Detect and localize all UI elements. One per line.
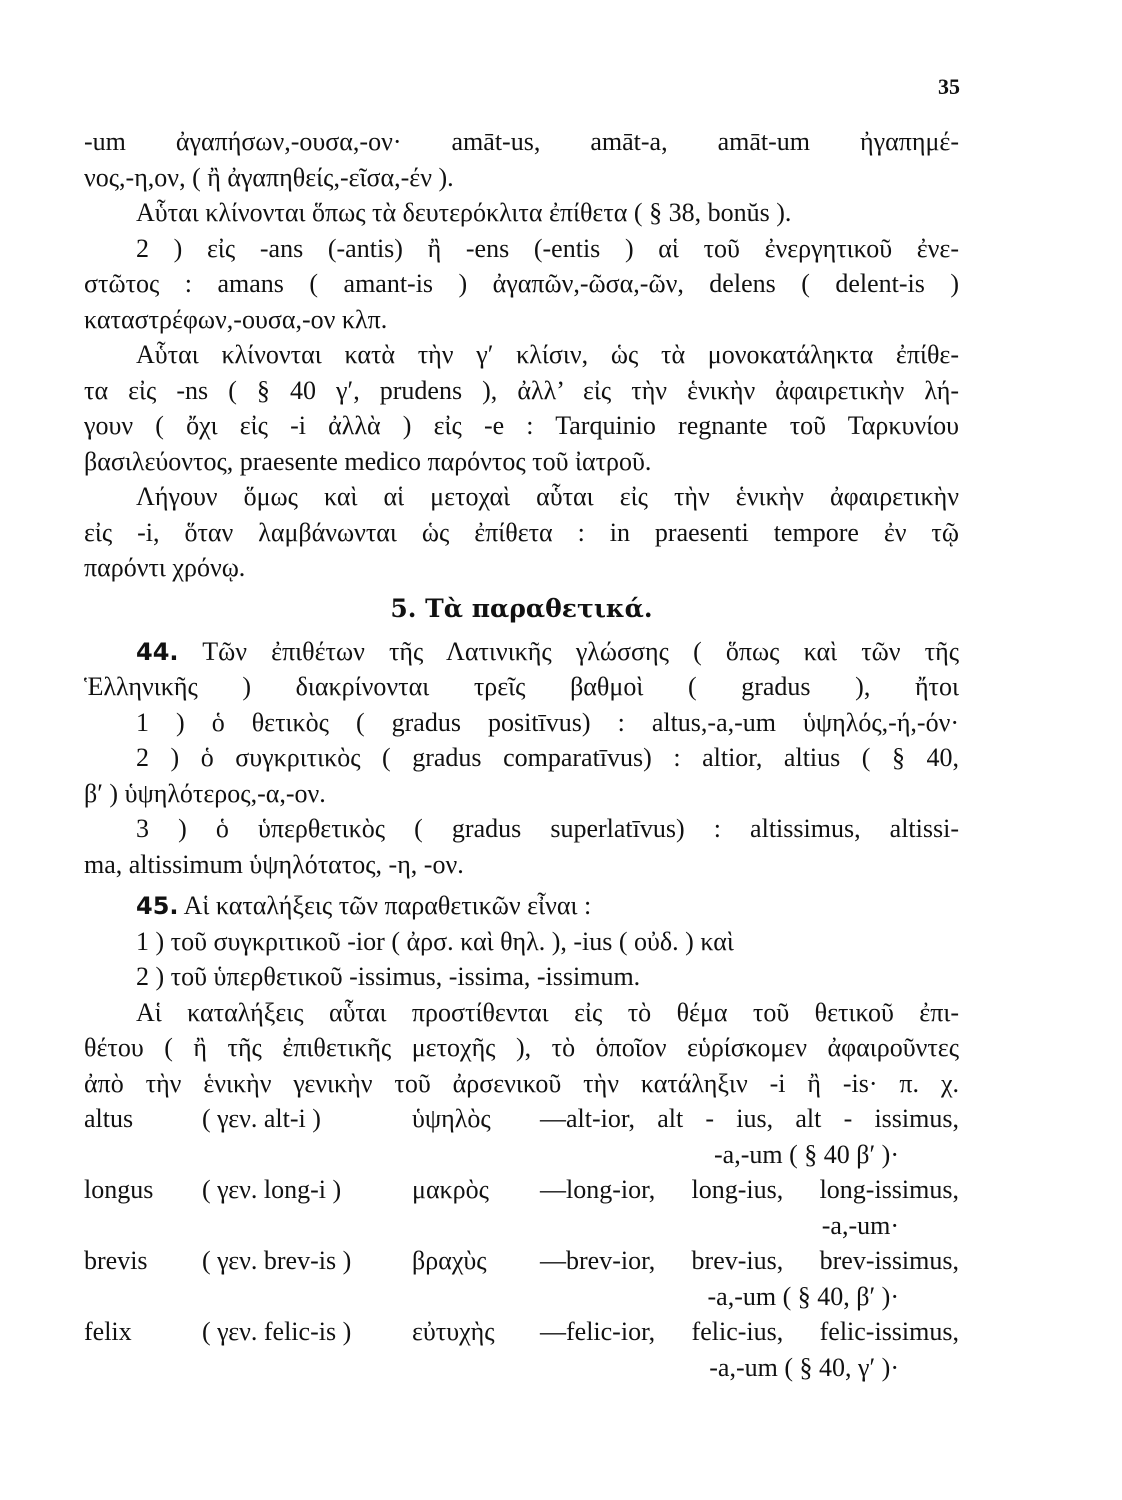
example-greek: ὑψηλὸς [412,1104,491,1133]
text-line: εἰς -i, ὅταν λαμβάνωνται ὡς ἐπίθετα : in praesenti tempore ἐν τῷ [84,517,959,547]
text-line: ma, altissimum ὑψηλότατος, -η, -ον. [84,849,464,879]
text-line: 3 ) ὁ ὑπερθετικὸς ( gradus superlatīvus) : altissimus, altissi- [136,814,959,843]
paragraph-text: Αἱ καταλήξεις τῶν παραθετικῶν εἶναι : [183,891,592,920]
example-word: felix [84,1317,132,1346]
text-line: -um ἀγαπήσων,-ουσα,-ον· amāt-us, amāt-a, amāt-um ἠγαπημέ- [84,127,959,156]
text-line: 2 ) τοῦ ὑπερθετικοῦ -issimus, -issima, -issimum. [136,962,641,991]
example-gen: ( γεν. long-i ) [202,1175,342,1204]
example-row [84,1101,959,1137]
degree-list [84,705,959,883]
text-line: θέτου ( ἢ τῆς ἐπιθετικῆς μετοχῆς ), τὸ ὁποῖον εὑρίσκομεν ἀφαιροῦντες [84,1033,959,1062]
example-continuation: -a,-um ( § 40, β′ )· [707,1281,899,1311]
text-line: ἀπὸ τὴν ἑνικὴν γενικὴν τοῦ ἀρσενικοῦ τὴν κατάληξιν -i ἢ -is· π. χ. [84,1068,959,1098]
text-line: καταστρέφων,-ουσα,-ον κλπ. [84,304,388,334]
example-gen: ( γεν. alt-i ) [202,1104,321,1133]
paragraph-44 [84,634,959,883]
examples-table [84,1101,959,1385]
example-greek: εὐτυχὴς [412,1317,495,1346]
text-line: Αἱ καταλήξεις αὗται προστίθενται εἰς τὸ θέμα τοῦ θετικοῦ ἐπι- [136,997,959,1027]
text-line: νος,-η,ον, ( ἢ ἀγαπηθείς,-εῖσα,-έν ). [84,162,454,192]
paragraph-number: 44. [136,637,179,666]
text-line: στῶτος : amans ( amant-is ) ἀγαπῶν,-ῶσα,-ῶν, delens ( delent-is ) [84,269,959,298]
example-continuation: -a,-um ( § 40 β′ )· [714,1139,899,1169]
text-line: τα εἰς -ns ( § 40 γ′, prudens ), ἀλλ’ εἰς τὴν ἑνικὴν ἀφαιρετικὴν λή- [84,375,959,405]
ending-list [84,924,959,1102]
paragraph-44-first-line [84,634,959,670]
example-row [84,1243,959,1279]
example-continuation: -a,-um· [821,1210,899,1240]
example-forms: —brev-ior, brev-ius, brev-issimus, [540,1246,959,1275]
example-gen: ( γεν. felic-is ) [202,1317,352,1346]
paragraph-text: Τῶν ἐπιθέτων τῆς Λατινικῆς γλώσσης ( ὅπως καὶ τῶν τῆς [202,636,960,666]
text-line: παρόντι χρόνῳ. [84,553,246,582]
paragraph-number: 45. [136,892,179,920]
example-word: longus [84,1175,154,1204]
paragraph-45 [84,888,959,1101]
example-greek: μακρὸς [412,1175,489,1204]
text-line: 1 ) τοῦ συγκριτικοῦ -ior ( ἀρσ. καὶ θηλ. ), -ius ( οὐδ. ) καὶ [136,926,734,956]
text-line: βασιλεύοντος, praesente medico παρόντος τοῦ ἰατροῦ. [84,446,652,476]
example-forms: —alt-ior, alt - ius, alt - issimus, [540,1104,959,1133]
text-line: 1 ) ὁ θετικὸς ( gradus positīvus) : altus,-a,-um ὑψηλός,-ή,-όν· [136,707,959,737]
example-word: altus [84,1104,134,1133]
text-line: 2 ) ὁ συγκριτικὸς ( gradus comparatīvus) : altior, altius ( § 40, [136,743,959,772]
example-continuation: -a,-um ( § 40, γ′ )· [709,1352,899,1382]
text-line: β′ ) ὑψηλότερος,-α,-ον. [84,778,326,808]
paragraph-45-first-line [84,888,959,924]
text-line: γουν ( ὄχι εἰς -i ἀλλὰ ) εἰς -e : Tarquinio regnante τοῦ Ταρκυνίου [84,411,959,440]
text-line: Αὗται κλίνονται ὅπως τὰ δευτερόκλιτα ἐπίθετα ( § 38, bonŭs ). [136,198,792,227]
example-gen: ( γεν. brev-is ) [202,1246,352,1275]
example-word: brevis [84,1246,148,1275]
example-forms: —felic-ior, felic-ius, felic-issimus, [540,1317,959,1346]
intro-paragraphs [84,124,959,586]
example-greek: βραχὺς [412,1246,487,1275]
page-number: 35 [938,74,960,99]
example-row [84,1172,959,1208]
text-line: 2 ) εἰς -ans (-antis) ἢ -ens (-entis ) αἱ τοῦ ἐνεργητικοῦ ἐνε- [136,233,959,263]
text-line: Αὗται κλίνονται κατὰ τὴν γ′ κλίσιν, ὡς τὰ μονοκατάληκτα ἐπίθε- [136,340,959,369]
text-line: Ἑλληνικῆς ) διακρίνονται τρεῖς βαθμοὶ ( gradus ), ἤτοι [84,672,959,701]
section-heading: 5. Τὰ παραθετικά. [390,593,653,623]
example-forms: —long-ior, long-ius, long-issimus, [540,1175,959,1204]
text-line: Λήγουν ὅμως καὶ αἱ μετοχαὶ αὗται εἰς τὴν ἑνικὴν ἀφαιρετικὴν [136,482,959,511]
example-row [84,1314,959,1350]
page-body [84,124,959,1385]
